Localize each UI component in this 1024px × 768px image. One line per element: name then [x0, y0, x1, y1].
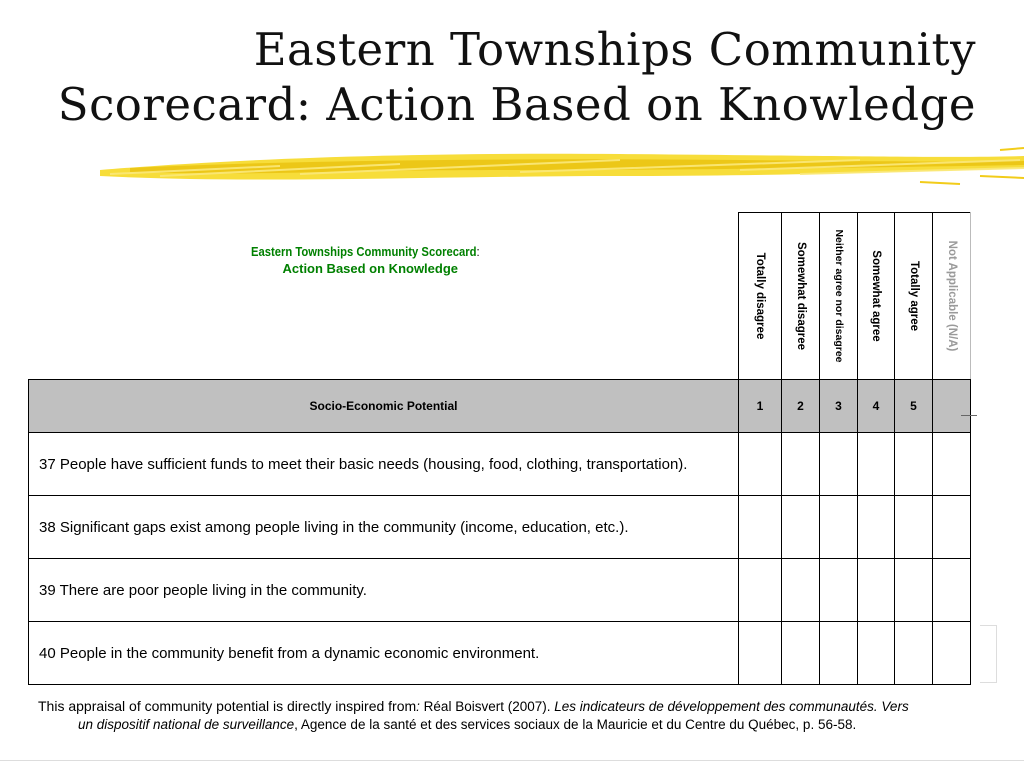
faint-bracket-mark — [980, 625, 997, 683]
question-text: 40 People in the community benefit from a dynamic economic environment. — [29, 622, 739, 685]
yellow-brush-stroke — [100, 146, 1024, 190]
column-header-totally-disagree: Totally disagree — [739, 213, 782, 380]
column-header-somewhat-agree: Somewhat agree — [858, 213, 895, 380]
answer-cell[interactable] — [820, 622, 858, 685]
scale-number: 2 — [782, 380, 820, 433]
scale-number: 1 — [739, 380, 782, 433]
answer-cell[interactable] — [895, 559, 933, 622]
column-header-somewhat-disagree: Somewhat disagree — [782, 213, 820, 380]
citation-second-line — [38, 716, 993, 734]
citation-author: Réal Boisvert (2007). — [419, 699, 555, 714]
question-text: 39 There are poor people living in the community. — [29, 559, 739, 622]
answer-cell[interactable] — [895, 622, 933, 685]
answer-cell[interactable] — [820, 433, 858, 496]
answer-cell[interactable] — [782, 622, 820, 685]
scale-number: 5 — [895, 380, 933, 433]
answer-cell[interactable] — [933, 433, 971, 496]
answer-cell[interactable] — [895, 433, 933, 496]
question-row-40 — [29, 622, 971, 685]
answer-cell[interactable] — [739, 496, 782, 559]
table-header-row — [29, 213, 971, 380]
stray-tick-mark — [961, 415, 977, 416]
question-row-38 — [29, 496, 971, 559]
bottom-divider — [0, 760, 1024, 761]
scale-number: 3 — [820, 380, 858, 433]
answer-cell[interactable] — [933, 559, 971, 622]
answer-cell[interactable] — [739, 622, 782, 685]
answer-cell[interactable] — [820, 496, 858, 559]
question-row-37 — [29, 433, 971, 496]
table-header-subtitle: Action Based on Knowledge — [282, 260, 459, 276]
answer-cell[interactable] — [858, 559, 895, 622]
answer-cell[interactable] — [782, 559, 820, 622]
answer-cell[interactable] — [739, 559, 782, 622]
survey-table — [28, 212, 971, 685]
source-citation — [38, 697, 993, 734]
section-row — [29, 380, 971, 433]
citation-title-part-1: Les indicateurs de développement des communautés. Vers — [554, 699, 909, 714]
answer-cell[interactable] — [739, 433, 782, 496]
answer-cell[interactable] — [933, 622, 971, 685]
answer-cell[interactable] — [858, 433, 895, 496]
question-row-39 — [29, 559, 971, 622]
question-text: 38 Significant gaps exist among people living in the community (income, education, etc.). — [29, 496, 739, 559]
citation-lead: This appraisal of community potential is directly inspired from — [38, 698, 417, 714]
citation-title-part-2: un dispositif national de surveillance — [78, 717, 295, 732]
scale-number — [933, 380, 971, 433]
citation-publisher: , Agence de la santé et des services sociaux de la Mauricie et du Centre du Québec, p. 56-58. — [294, 717, 857, 732]
slide-title-line-2: Scorecard: Action Based on Knowledge — [57, 78, 976, 131]
question-text: 37 People have sufficient funds to meet their basic needs (housing, food, clothing, transportation). — [29, 433, 739, 496]
answer-cell[interactable] — [858, 496, 895, 559]
section-label: Socio-Economic Potential — [29, 380, 739, 433]
answer-cell[interactable] — [782, 433, 820, 496]
scale-number: 4 — [858, 380, 895, 433]
column-header-totally-agree: Totally agree — [895, 213, 933, 380]
slide-title — [40, 22, 976, 132]
answer-cell[interactable] — [782, 496, 820, 559]
column-header-neither: Neither agree nor disagree — [820, 213, 858, 380]
table-header-title: Eastern Townships Community Scorecard: — [250, 244, 480, 259]
answer-cell[interactable] — [933, 496, 971, 559]
citation-colon: : — [416, 699, 420, 714]
table-header-info — [29, 213, 739, 380]
answer-cell[interactable] — [820, 559, 858, 622]
column-header-not-applicable: Not Applicable (N/A) — [933, 213, 971, 380]
answer-cell[interactable] — [858, 622, 895, 685]
answer-cell[interactable] — [895, 496, 933, 559]
slide-title-line-1: Eastern Townships Community — [253, 23, 976, 76]
